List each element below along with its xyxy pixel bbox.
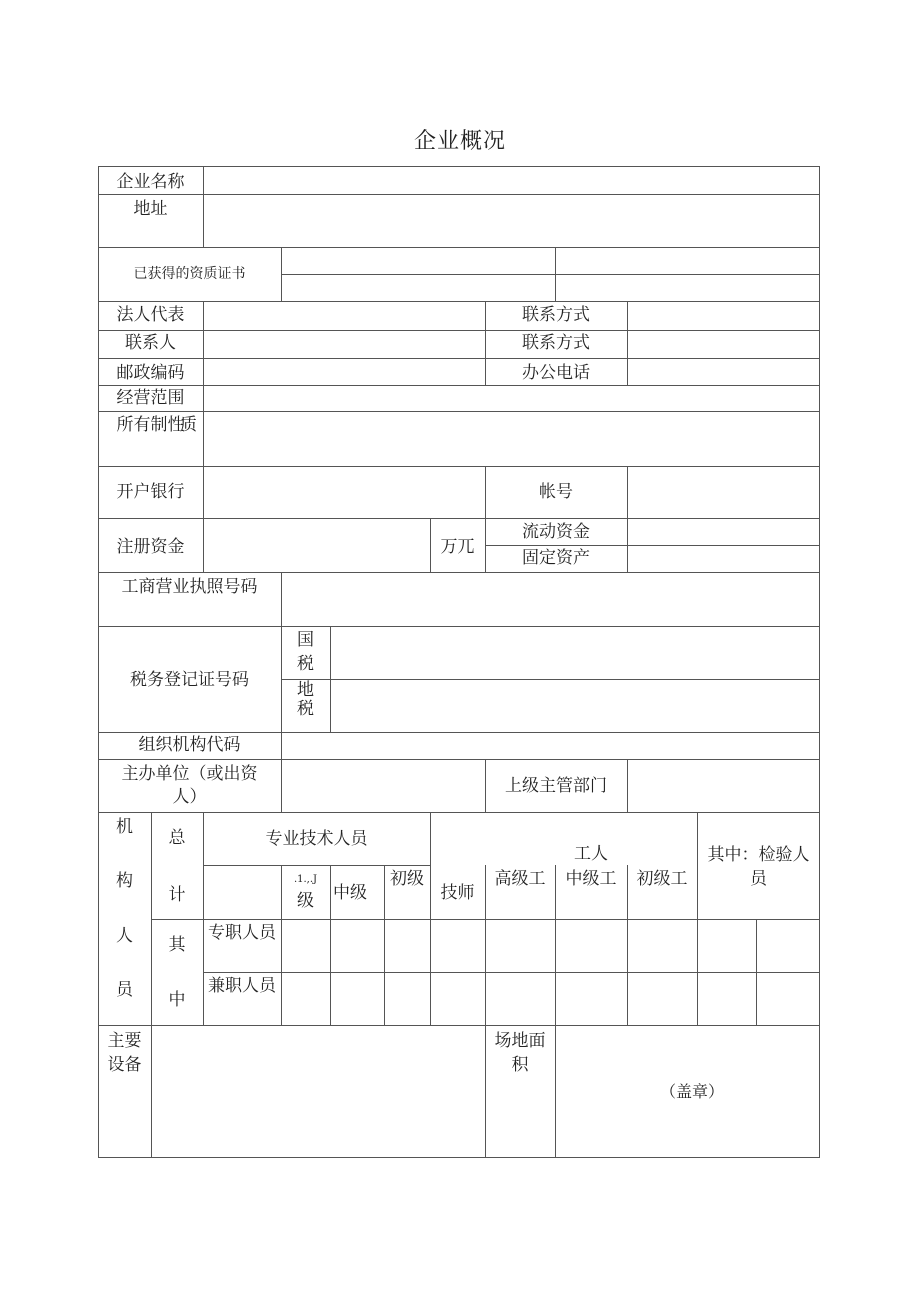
row-line	[98, 385, 820, 386]
row-line	[203, 972, 820, 973]
row-line	[281, 679, 820, 680]
row-line	[98, 358, 820, 359]
label-working-capital: 流动资金	[522, 522, 590, 542]
col-line	[281, 247, 282, 301]
col-line	[151, 812, 152, 1158]
col-line	[627, 301, 628, 385]
label-office-phone: 办公电话	[522, 363, 590, 383]
label-legal-rep: 法人代表	[116, 305, 185, 325]
label-sponsor-2: 人）	[172, 787, 207, 807]
label-national-tax-2: 税	[297, 654, 314, 674]
row-line	[98, 466, 820, 467]
col-line	[330, 626, 331, 732]
label-equipment-2: 设备	[107, 1055, 142, 1075]
label-postal-code: 邮政编码	[116, 363, 185, 383]
row-line	[98, 301, 820, 302]
label-org-code: 组织机构代码	[138, 735, 241, 755]
label-workers: 工人	[574, 844, 608, 864]
label-superior-dept: 上级主管部门	[505, 776, 607, 796]
label-staff-3: 人	[116, 926, 133, 946]
label-junior-worker: 初级工	[636, 869, 688, 889]
row-line	[98, 759, 820, 760]
label-fixed-assets: 固定资产	[522, 548, 590, 568]
col-line	[203, 166, 204, 247]
row-line	[98, 330, 820, 331]
label-among-1: 其	[168, 935, 186, 955]
row-line	[98, 626, 820, 627]
row-line	[98, 411, 820, 412]
row-line	[98, 572, 820, 573]
label-site-area-2: 积	[511, 1055, 529, 1075]
col-line	[203, 301, 204, 518]
col-line	[203, 518, 204, 572]
label-staff-4: 员	[116, 980, 133, 1000]
label-contact-method-1: 联系方式	[522, 305, 590, 325]
label-senior-top: .1.,.J	[293, 874, 318, 885]
col-line	[430, 812, 431, 1025]
enterprise-form-table	[98, 166, 820, 1158]
label-address: 地址	[133, 199, 168, 219]
label-business-license: 工商营业执照号码	[121, 577, 258, 597]
label-professional-staff: 专业技术人员	[265, 829, 368, 849]
label-total-2: 计	[168, 885, 186, 905]
col-line	[627, 759, 628, 812]
label-company-name: 企业名称	[116, 172, 185, 192]
label-among-2: 中	[168, 990, 186, 1010]
col-line	[555, 1025, 556, 1158]
label-local-tax-2: 税	[297, 699, 314, 719]
row-line	[98, 1025, 820, 1026]
row-line	[98, 518, 820, 519]
label-technician: 技师	[440, 883, 475, 903]
label-unit: 万兀	[440, 537, 475, 557]
label-national-tax-1: 国	[297, 630, 314, 650]
label-senior-bottom: 级	[297, 891, 314, 911]
label-total-1: 总	[168, 828, 186, 848]
label-staff-2: 构	[116, 871, 133, 891]
label-bank: 开户银行	[116, 482, 185, 502]
label-inspectors-1: 其中：检验人	[707, 845, 810, 865]
page-title: 企业概况	[413, 129, 506, 154]
label-contact-person: 联系人	[125, 333, 176, 353]
label-intermediate: 中级	[333, 883, 367, 903]
label-full-time: 专职人员	[208, 923, 276, 943]
label-ownership: 所有制性	[116, 415, 185, 435]
label-business-scope: 经营范围	[116, 388, 185, 408]
seal-placeholder: （盖章）	[659, 1082, 724, 1101]
row-line	[281, 274, 820, 275]
label-senior-worker: 高级工	[494, 869, 546, 889]
col-line	[756, 919, 757, 1025]
label-inspectors-2: 员	[750, 869, 767, 889]
col-line	[555, 247, 556, 301]
label-junior: 初级	[390, 869, 424, 889]
col-line	[627, 518, 628, 572]
row-line	[98, 247, 820, 248]
row-line	[203, 865, 430, 866]
label-ownership-cont: 质	[180, 415, 197, 435]
label-sponsor-1: 主办单位（或出资	[121, 764, 258, 784]
label-account: 帐号	[539, 482, 573, 502]
label-registered-capital: 注册资金	[116, 537, 185, 557]
label-equipment-1: 主要	[107, 1031, 142, 1051]
label-certificates: 已获得的资质证书	[133, 266, 246, 282]
label-site-area-1: 场地面	[494, 1031, 546, 1051]
label-local-tax-1: 地	[297, 680, 314, 700]
label-intermediate-worker: 中级工	[565, 869, 617, 889]
label-tax-registration: 税务登记证号码	[130, 670, 249, 690]
label-contact-method-2: 联系方式	[522, 333, 590, 353]
label-part-time: 兼职人员	[208, 976, 276, 996]
col-line	[627, 466, 628, 518]
row-line	[98, 194, 820, 195]
row-line	[98, 812, 820, 813]
label-staff-1: 机	[116, 817, 133, 837]
